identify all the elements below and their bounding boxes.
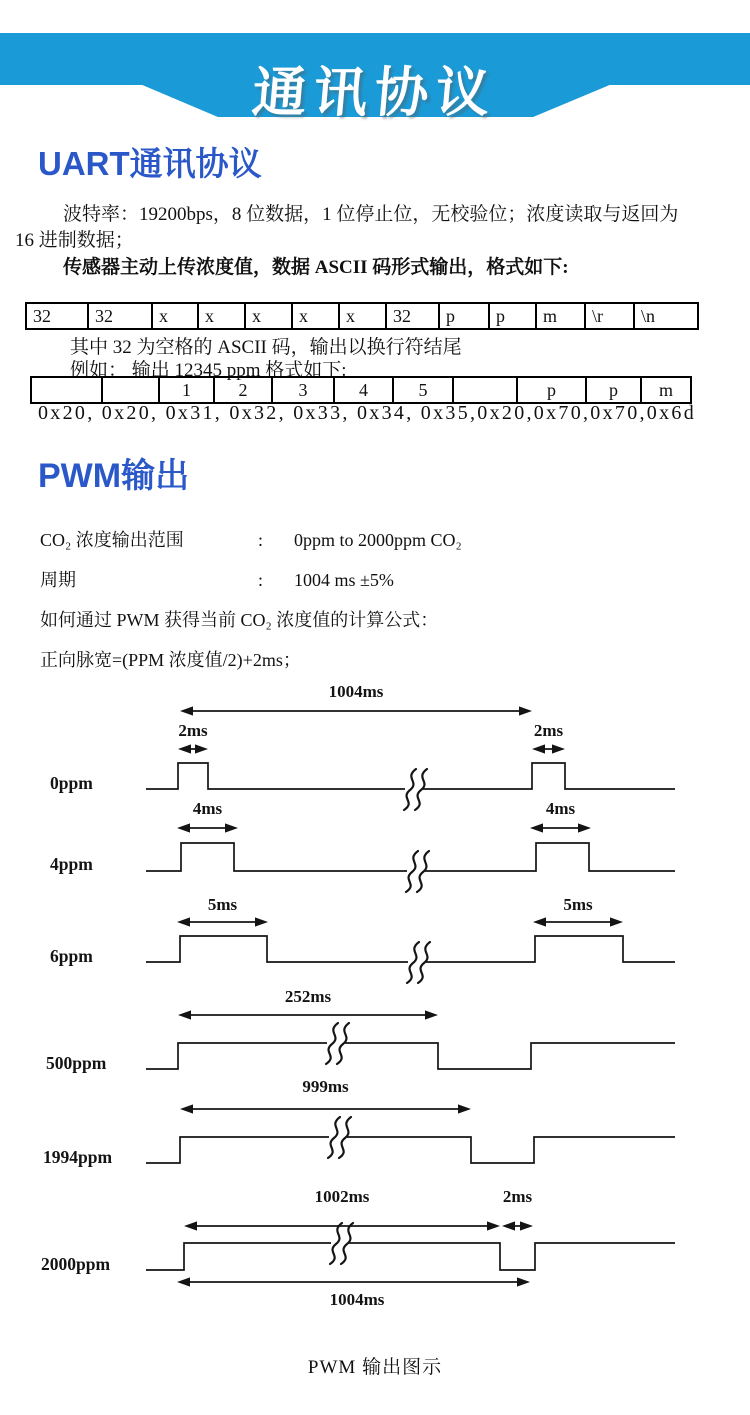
waveform — [146, 843, 675, 871]
diagram-label: 1002ms — [314, 1187, 370, 1206]
uart-hex-line: 0x20, 0x20, 0x31, 0x32, 0x33, 0x34, 0x35,0x20,0x70,0x70,0x6d — [38, 402, 696, 424]
spec-colon: : — [258, 530, 264, 550]
spec-value: 0ppm to 2000ppm CO₂ — [294, 530, 462, 550]
spec-label: 周期 — [40, 570, 76, 590]
diagram-label: 5ms — [563, 895, 593, 914]
waveform — [146, 1137, 675, 1163]
row-label: 1994ppm — [43, 1147, 113, 1167]
frame-cell: x — [292, 303, 339, 329]
waveform — [146, 936, 675, 962]
frame-cell: 32 — [386, 303, 439, 329]
pwm-row-1994ppm — [43, 1077, 675, 1167]
frame-cell: m — [536, 303, 585, 329]
spec-value: 1004 ms ±5% — [294, 570, 394, 590]
pwm-formula: 正向脉宽=(PPM 浓度值/2)+2ms； — [40, 650, 301, 670]
pwm-row-0ppm — [50, 685, 675, 810]
frame-cell: \r — [585, 303, 634, 329]
pwm-row-6ppm — [50, 895, 675, 983]
example-cell: 2 — [214, 377, 272, 403]
example-cell — [453, 377, 517, 403]
example-cell: p — [586, 377, 641, 403]
pwm-timing-diagram — [0, 685, 750, 1345]
uart-frame-table — [25, 302, 699, 330]
diagram-label: 1004ms — [328, 685, 384, 701]
uart-para-line1: 波特率：19200bps，8 位数据，1 位停止位，无校验位；浓度读取与返回为 — [63, 204, 679, 225]
pwm-caption: PWM 输出图示 — [307, 1357, 443, 1378]
frame-cell: p — [439, 303, 489, 329]
pwm-row-2000ppm — [41, 1187, 675, 1309]
pwm-row-500ppm — [46, 987, 675, 1073]
frame-cell: x — [339, 303, 386, 329]
diagram-label: 999ms — [302, 1077, 349, 1096]
example-cell: 4 — [334, 377, 393, 403]
uart-note2: 例如： 输出 12345 ppm 格式如下: — [70, 360, 347, 381]
banner-title: 通讯协议 — [249, 63, 500, 123]
frame-cell: x — [245, 303, 292, 329]
diagram-label: 5ms — [207, 895, 238, 914]
example-cell: 3 — [272, 377, 334, 403]
frame-cell: p — [489, 303, 536, 329]
spec-colon: : — [258, 570, 264, 590]
pwm-row-4ppm — [50, 799, 675, 892]
frame-cell: x — [152, 303, 198, 329]
example-cell — [31, 377, 102, 403]
diagram-label: 1004ms — [329, 1290, 385, 1309]
spec-row-period — [40, 560, 740, 600]
row-label: 2000ppm — [41, 1254, 111, 1274]
spec-row-range — [40, 520, 740, 560]
pwm-section-heading: PWM输出 — [38, 457, 190, 495]
example-cell: 1 — [159, 377, 214, 403]
pwm-formula-intro: 如何通过 PWM 获得当前 CO₂ 浓度值的计算公式： — [40, 610, 439, 630]
uart-para-line2: 16 进制数据； — [15, 230, 134, 251]
uart-example-table — [30, 376, 692, 404]
diagram-label: 2ms — [533, 721, 564, 740]
row-label: 6ppm — [50, 946, 93, 966]
example-cell: m — [641, 377, 691, 403]
example-table-row — [31, 377, 691, 403]
waveform — [146, 1043, 675, 1069]
row-label: 4ppm — [50, 854, 93, 874]
frame-cell: \n — [634, 303, 698, 329]
uart-para-bold: 传感器主动上传浓度值，数据 ASCII 码形式输出，格式如下: — [63, 257, 569, 278]
spec-label: CO₂ 浓度输出范围 — [40, 530, 184, 550]
example-cell — [102, 377, 159, 403]
frame-cell: 32 — [26, 303, 88, 329]
frame-cell: x — [198, 303, 245, 329]
diagram-label: 2ms — [502, 1187, 533, 1206]
diagram-label: 2ms — [178, 721, 208, 740]
example-cell: p — [517, 377, 586, 403]
uart-section-heading: UART通讯协议 — [38, 145, 262, 182]
uart-note1: 其中 32 为空格的 ASCII 码，输出以换行符结尾 — [70, 337, 462, 358]
frame-table-row — [26, 303, 698, 329]
diagram-label: 4ms — [192, 799, 223, 818]
pwm-specs — [40, 520, 740, 680]
row-label: 0ppm — [50, 773, 93, 793]
row-label: 500ppm — [46, 1053, 107, 1073]
example-cell: 5 — [393, 377, 453, 403]
waveform — [146, 1243, 675, 1270]
frame-cell: 32 — [88, 303, 152, 329]
diagram-label: 4ms — [545, 799, 576, 818]
uart-paragraph — [15, 202, 735, 254]
diagram-label: 252ms — [284, 987, 332, 1006]
